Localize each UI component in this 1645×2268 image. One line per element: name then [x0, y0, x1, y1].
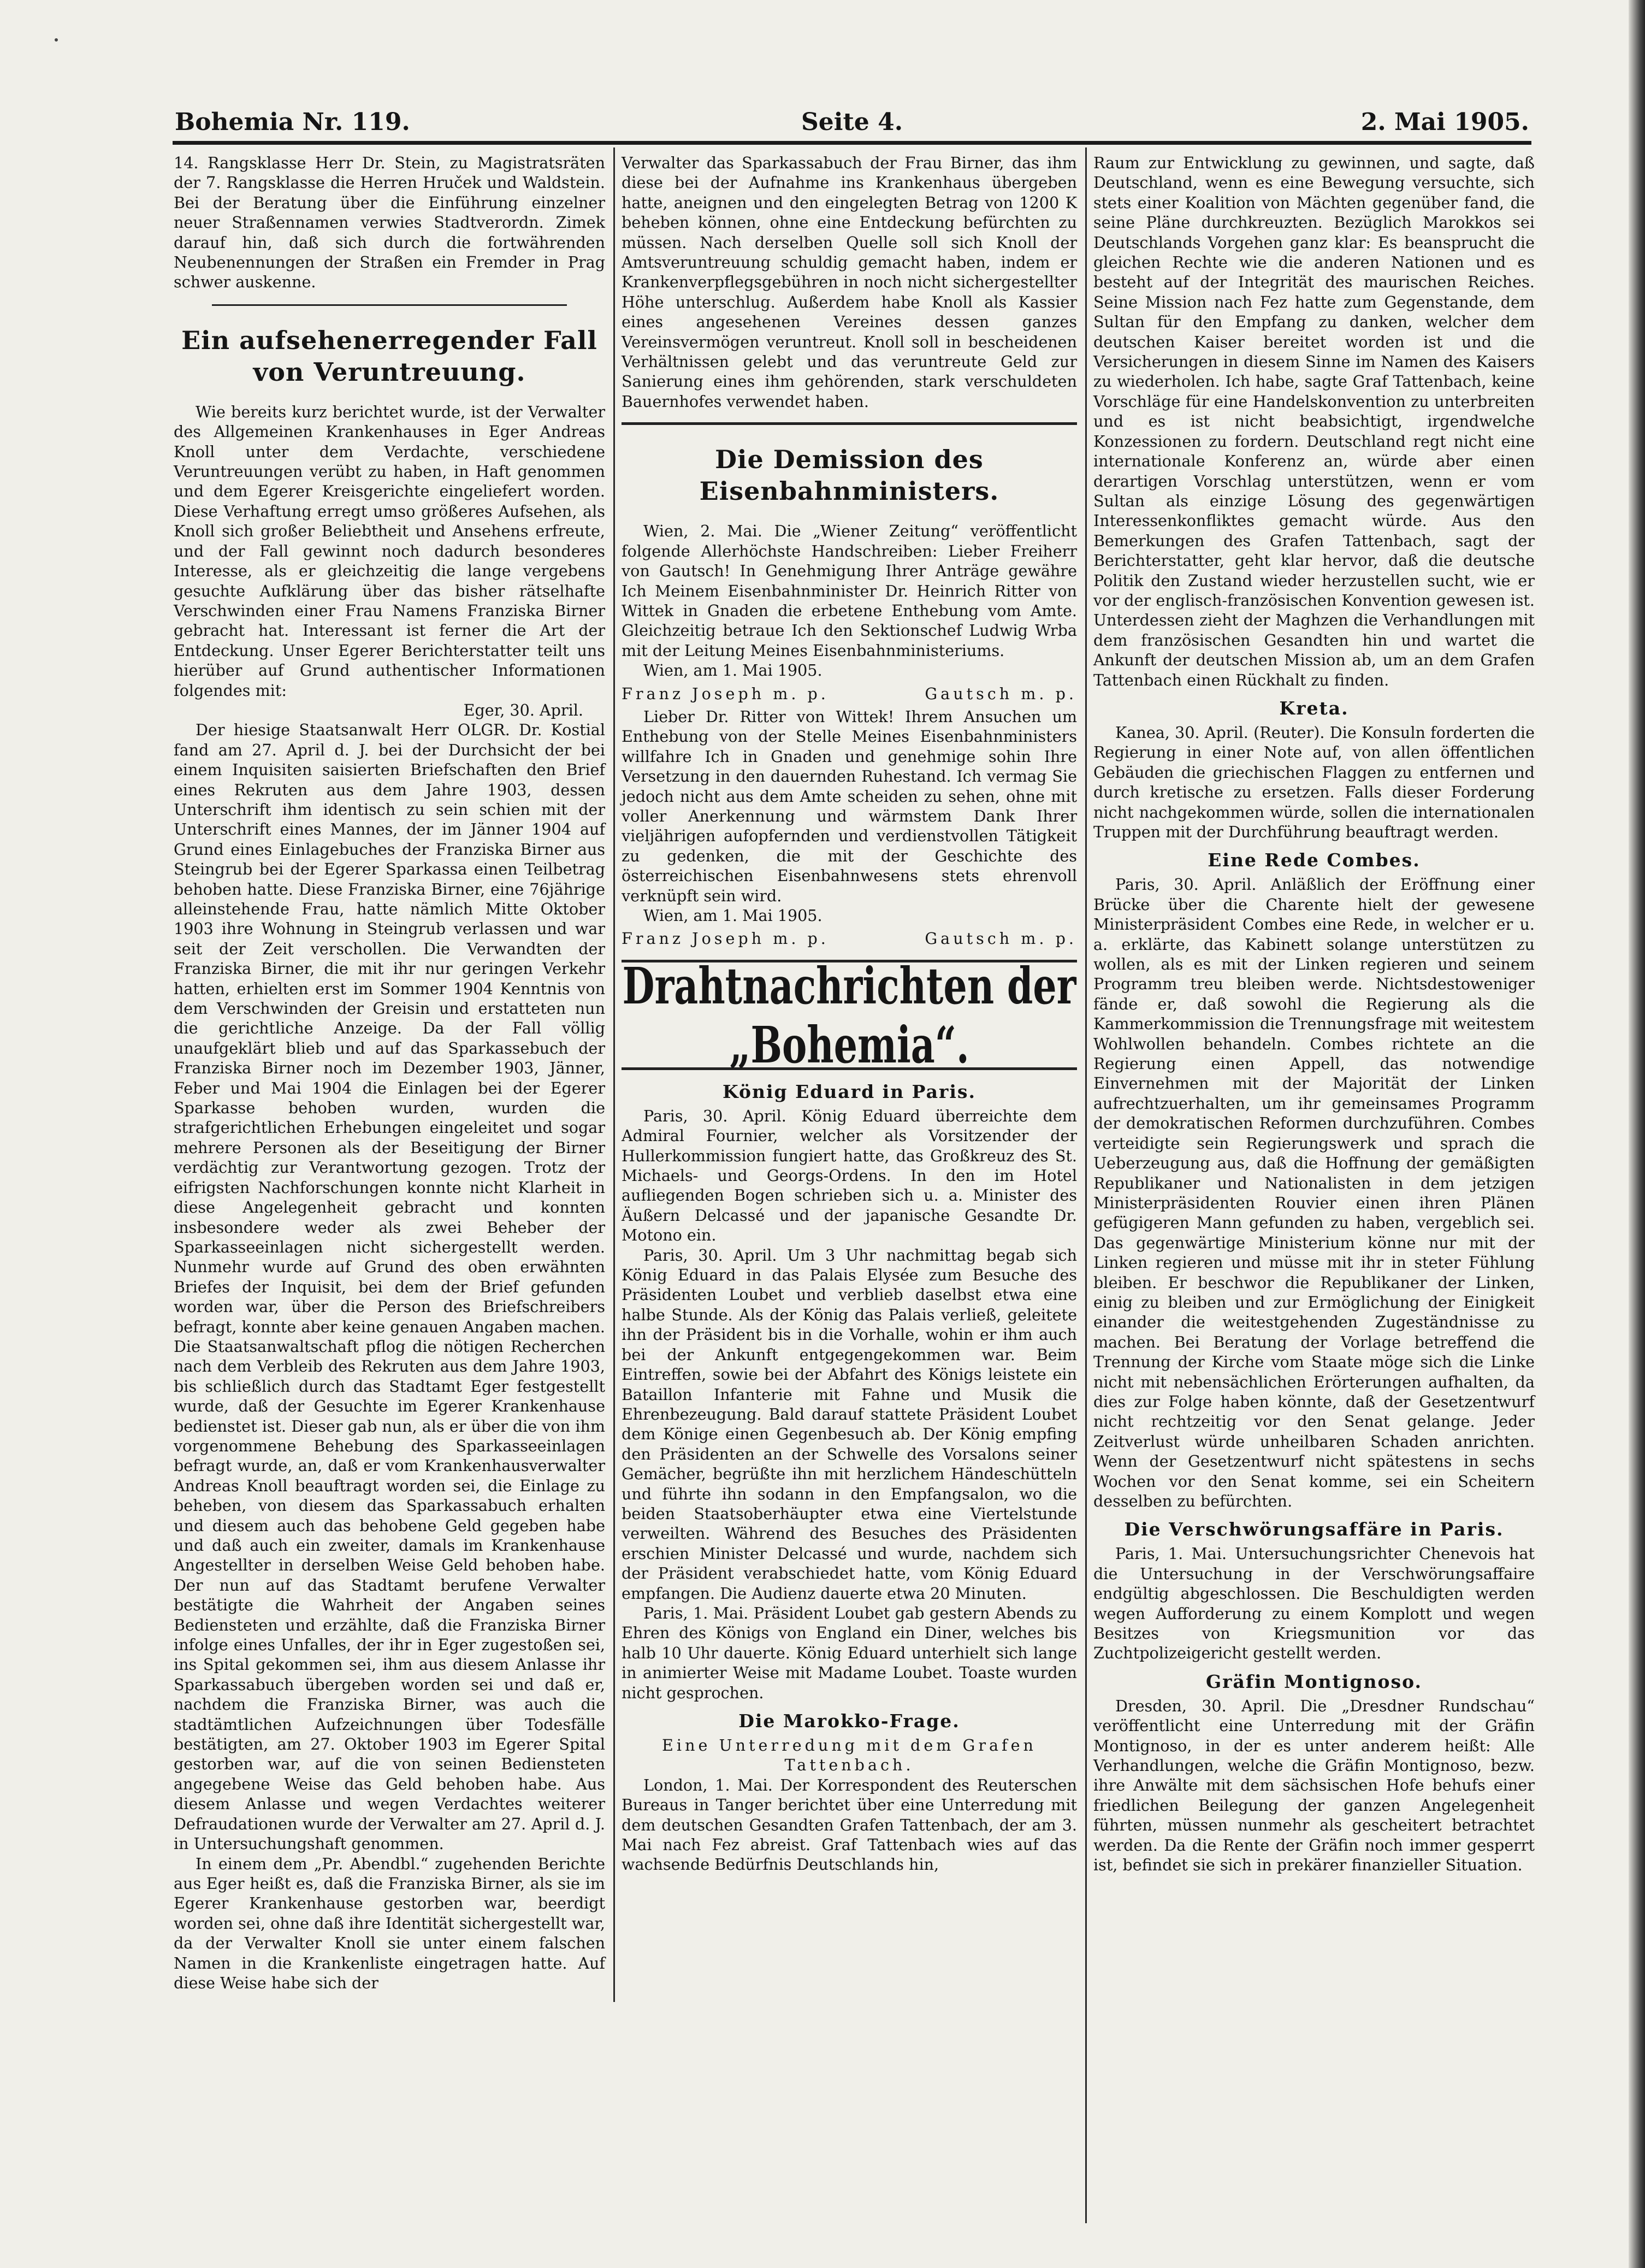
article-paragraph: Lieber Dr. Ritter von Wittek! Ihrem Ansuchen um Enthebung von der Stelle Meines Eisenbahnministers willfahre Ich in Gnaden und genehmige sohin Ihre Versetzung in den dauernden Ruhestand. Ich vermag Sie jedoch nicht aus dem Amte scheiden zu sehen, ohne mit voller Anerkennung und wärmstem Dank Ihrer vieljährigen aufopfernden und verdienstvollen Tätigkeit zu gedenken, die mit der Geschichte des österreichischen Eisenbahnwesens stets ehrenvoll verknüpft sein wird. — [622, 707, 1077, 905]
article-paragraph: Paris, 30. April. König Eduard überreichte dem Admiral Fournier, welcher als Vorsitzender der Hullerkommission fungiert hatte, das Großkreuz des St. Michaels- und Georgs-Ordens. In den im Hotel aufliegenden Bogen schrieben sich u. a. Minister des Äußern Delcassé und der japanische Gesandte Dr. Motono ein. — [622, 1106, 1077, 1245]
column-2 — [622, 153, 1077, 1875]
article-paragraph: Der hiesige Staatsanwalt Herr OLGR. Dr. Kostial fand am 27. April d. J. bei der Durchsicht der bei einem Inquisiten saisierten Briefschaften den Brief eines Rekruten aus dem Jahre 1903, dessen Unterschrift ihm identisch zu sein schien mit der Unterschrift eines Mannes, der im Jänner 1904 auf Grund eines Einlagebuches der Franziska Birner aus Steingrub bei der Egerer Sparkassa einen Teilbetrag behoben hatte. Diese Franziska Birner, eine 76jährige alleinstehende Frau, hatte nämlich Mitte Oktober 1903 ihre Wohnung in Steingrub verlassen und war seit der Zeit verschollen. Die Verwandten der Franziska Birner, die mit ihr nur geringen Verkehr hatten, erhielten erst im Sommer 1904 Kenntnis von dem Verschwinden der Greisin und erstatteten nun die gerichtliche Anzeige. Da der Fall völlig unaufgeklärt blieb und auf das Sparkassebuch der Franziska Birner noch im Dezember 1903, Jänner, Feber und Mai 1904 die Einlagen bei der Egerer Sparkasse behoben wurden, wurden die strafgerichtlichen Erhebungen eingeleitet und sogar mehrere Personen als der Beseitigung der Birner verdächtig zur Verantwortung gezogen. Trotz der eifrigsten Nachforschungen konnte nicht Klarheit in diese Angelegenheit gebracht und konnten insbesondere weder als zwei Beheber der Sparkasseeinlagen nicht sichergestellt werden. Nunmehr wurde auf Grund des oben erwähnten Briefes der Inquisit, bei dem der Brief gefunden worden war, über die Person des Briefschreibers befragt, konnte aber keine genauen Angaben machen. Die Staatsanwaltschaft pflog die nötigen Recherchen nach dem Verbleib des Rekruten aus dem Jahre 1903, bis schließlich durch das Stadtamt Eger festgestellt wurde, daß der Gesuchte im Egerer Krankenhause bedienstet ist. Dieser gab nun, als er über die von ihm vorgenommene Behebung des Sparkasseeinlagen befragt wurde, an, daß er vom Krankenhausverwalter Andreas Knoll beauftragt worden sei, die Einlage zu beheben, von diesem das Sparkassabuch erhalten und diesem auch das behobene Geld gegeben habe und daß auch ein zweiter, damals im Krankenhause Angestellter in derselben Weise Geld behoben habe. Der nun auf das Stadtamt berufene Verwalter bestätigte die Wahrheit der Angaben seines Bediensteten und erzählte, daß die Franziska Birner infolge eines Unfalles, der ihr in Eger zugestoßen sei, ins Spital gekommen sei, ihm aus diesem Anlasse ihr Sparkassabuch übergeben worden sei und daß er, nachdem die Franziska Birner, was auch die stadtämtlichen Aufzeichnungen über Todesfälle bestätigten, am 27. Oktober 1903 im Egerer Spital gestorben war, auf die von seinen Bediensteten angegebene Weise das Geld behoben habe. Aus diesem Anlasse und wegen Verdachtes weiterer Defraudationen wurde der Verwalter am 27. April d. J. in Untersuchungshaft genommen. — [174, 720, 605, 1853]
article-paragraph: Paris, 1. Mai. Untersuchungsrichter Chenevois hat die Untersuchung in der Verschwörungsaffaire endgültig abgeschlossen. Die Beschuldigten werden wegen Aufforderung zu einem Komplott und wegen Besitzes von Kriegsmunition vor das Zuchtpolizeigericht gestellt werden. — [1093, 1544, 1535, 1663]
subheadline-montignoso: Gräfin Montignoso. — [1205, 1670, 1423, 1692]
subheadline-crete: Kreta. — [1279, 697, 1349, 719]
header-rule — [173, 141, 1531, 145]
subheadline-conspiracy: Die Verschwörungsaffäre in Paris. — [1124, 1519, 1504, 1540]
signature-minister: Gautsch m. p. — [925, 929, 1077, 948]
article-paragraph: London, 1. Mai. Der Korrespondent des Reuterschen Bureaus in Tanger berichtet über eine Unterredung mit dem deutschen Gesandten Grafen Tattenbach, der am 3. Mai nach Fez abreist. Graf Tattenbach wies auf das wachsende Bedürfnis Deutschlands hin, — [622, 1775, 1077, 1874]
signature-minister: Gautsch m. p. — [925, 684, 1077, 703]
article-headline-embezzlement: Ein aufsehenerregender Fall von Veruntreuung. — [181, 325, 597, 387]
signature-line — [622, 929, 1077, 948]
column-rule-2 — [1085, 147, 1087, 2223]
article-dateline: Eger, 30. April. — [463, 700, 583, 719]
article-paragraph: Paris, 30. April. Um 3 Uhr nachmittag begab sich König Eduard in das Palais Elysée zum Besuche des Präsidenten Loubet und verblieb daselbst etwa eine halbe Stunde. Als der König das Palais verließ, geleitete ihn der Präsident bis in die Vorhalle, wohin er ihm auch bei der Ankunft entgegengekommen war. Beim Eintreffen, sowie bei der Abfahrt des Königs leistete ein Bataillon Infanterie mit Fahne und Musik die Ehrenbezeugung. Bald darauf stattete Präsident Loubet dem Könige einen Gegenbesuch ab. Der König empfing den Präsidenten an der Schwelle des Vorsalons seiner Gemächer, begrüßte ihn mit herzlichem Händeschütteln und führte ihn sodann in den Empfangsalon, wo die beiden Staatsoberhäupter etwa eine Viertelstunde verweilten. Während des Besuches des Präsidenten erschien Minister Delcassé und wurde, nachdem sich der Präsident verabschiedet hatte, vom König Eduard empfangen. Die Audienz dauerte etwa 20 Minuten. — [622, 1245, 1077, 1603]
header-page-number: Seite 4. — [801, 108, 903, 136]
signature-line — [622, 684, 1077, 704]
subheadline-morocco: Die Marokko-Frage. — [738, 1710, 960, 1732]
signature-emperor: Franz Joseph m. p. — [622, 929, 829, 948]
page-edge-shadow — [1629, 0, 1645, 2268]
signature-emperor: Franz Joseph m. p. — [622, 684, 829, 703]
subheadline-king-edward: König Eduard in Paris. — [723, 1080, 976, 1102]
article-paragraph: Wie bereits kurz berichtet wurde, ist der Verwalter des Allgemeinen Krankenhauses in Eger Andreas Knoll unter dem Verdachte, verschiedene Veruntreuungen verübt zu haben, in Haft genommen und dem Egerer Kreisgerichte eingeliefert worden. Diese Verhaftung erregt umso größeres Aufsehen, als Knoll sich großer Beliebtheit und Ansehens erfreute, und der Fall gewinnt noch dadurch besonderes Interesse, als er gleichzeitig die lange vergebens gesuchte Aufklärung über das bisher rätselhafte Verschwinden einer Frau Namens Franziska Birner gebracht hat. Interessant ist ferner die Art der Entdeckung. Unser Egerer Berichterstatter teilt uns hierüber auf Grund authentischer Informationen folgendes mit: — [174, 402, 605, 700]
column-rule-1 — [613, 147, 615, 2002]
subheadline-combes: Eine Rede Combes. — [1208, 849, 1421, 871]
letter-date: Wien, am 1. Mai 1905. — [643, 661, 822, 680]
article-continuation: 14. Rangsklasse Herr Dr. Stein, zu Magistratsräten der 7. Rangsklasse die Herren Hruček und Waldstein. Bei der Beratung über die Einführung einzelner neuer Straßennamen verwies Stadtverordn. Zimek darauf hin, daß sich durch die fortwährenden Neubenennungen der Straßen ein Fremder in Prag schwer auskenne. — [174, 153, 605, 292]
section-divider — [622, 422, 1077, 425]
page-header — [175, 108, 1529, 142]
column-1 — [174, 153, 605, 1993]
header-date: 2. Mai 1905. — [1360, 108, 1529, 136]
article-continuation: Verwalter das Sparkassabuch der Frau Birner, das ihm diese bei der Aufnahme ins Krankenhaus übergeben hatte, aneignen und den eingelegten Betrag von 1200 K beheben können, ohne eine Entdeckung befürchten zu müssen. Nach derselben Quelle soll sich Knoll der Amtsveruntreuung schuldig gemacht haben, indem er Krankenverpflegsgebühren in noch nicht sichergestellter Höhe unterschlug. Außerdem habe Knoll als Kassier eines angesehenen Vereines dessen ganzes Vereinsvermögen veruntreut. Knoll soll in bescheidenen Verhältnissen gelebt und das veruntreute Geld zur Sanierung eines ihm gehörenden, stark verschuldeten Bauernhofes verwendet haben. — [622, 153, 1077, 411]
article-paragraph: Dresden, 30. April. Die „Dresdner Rundschau“ veröffentlicht eine Unterredung mit der Gräfin Montignoso, in der es unter anderem heißt: Alle Verhandlungen, welche die Gräfin Montignoso, bezw. ihre Anwälte mit dem sächsischen Hofe behufs einer friedlichen Beilegung der ganzen Angelegenheit führten, müssen nunmehr als gescheitert betrachtet werden. Da die Rente der Gräfin noch immer gesperrt ist, befindet sie sich in prekärer finanzieller Situation. — [1093, 1696, 1535, 1875]
article-paragraph: Paris, 30. April. Anläßlich der Eröffnung einer Brücke über die Charente hielt der gewesene Ministerpräsident Combes eine Rede, in welcher er u. a. erklärte, das Kabinett solange unterstützen zu wollen, als es mit der Linken regieren und seinem Programm treu bleiben werde. Nichtsdestoweniger fände er, daß sowohl die Regierung als die Kammerkommission die Trennungsfrage mit weitestem Wohlwollen behandeln. Combes richtete an die Regierung einen Appell, das notwendige Einvernehmen mit der Majorität der Linken aufrechtzuerhalten, um ihr gemeinsames Programm der demokratischen Reformen durchzuführen. Combes verteidigte sein Regierungswerk und sprach die Ueberzeugung aus, daß die Hoffnung der gemäßigten Republikaner und Nationalisten in dem jetzigen Ministerpräsidenten Rouvier einen ihren Plänen gefügigeren Mann gefunden zu haben, vergeblich sei. Das gegenwärtige Ministerium könne nur mit der Linken regieren und müsse mit ihr in steter Fühlung bleiben. Er beschwor die Republikaner der Linken, einig zu bleiben und zur Ermöglichung der Einigkeit einander die weitestgehenden Zugeständnisse zu machen. Bei Beratung der Vorlage betreffend die Trennung der Kirche vom Staate möge sich die Linke nicht mit nebensächlichen Erörterungen aufhalten, da dies zur Folge haben könnte, daß der Gesetzentwurf nicht rechtzeitig vor den Senat gelange. Jeder Zeitverlust würde unheilbaren Schaden anrichten. Wenn der Gesetzentwurf nicht spätestens in sechs Wochen vor den Senat komme, sei ein Scheitern desselben zu befürchten. — [1093, 875, 1535, 1510]
section-headline-wire-news: Drahtnachrichten der „Bohemia“. — [622, 956, 1076, 1075]
header-publication: Bohemia Nr. 119. — [175, 108, 410, 136]
ink-speck — [55, 38, 58, 42]
article-paragraph: In einem dem „Pr. Abendbl.“ zugehenden Berichte aus Eger heißt es, daß die Franziska Birner, als sie im Egerer Krankenhause gestorben war, beerdigt worden sei, ohne daß ihre Identität sichergestellt war, da der Verwalter Knoll sie unter einem falschen Namen in die Krankenliste eingetragen hatte. Auf diese Weise habe sich der — [174, 1854, 605, 1992]
article-continuation: Raum zur Entwicklung zu gewinnen, und sagte, daß Deutschland, wenn es eine Bewegung versuchte, sich stets einer Koalition von Mächten gegenüber fand, die seine Pläne durchkreuzten. Bezüglich Marokkos sei Deutschlands Vorgehen ganz klar: Es beansprucht die gleichen Rechte wie die anderen Nationen und es besteht auf der Integrität des maurischen Reiches. Seine Mission nach Fez hatte zum Gegenstande, dem Sultan für den Empfang zu danken, welcher dem deutschen Kaiser bereitet worden ist und die Versicherungen in diesem Sinne im Namen des Kaisers zu wiederholen. Ich habe, sagte Graf Tattenbach, keine Vorschläge für eine Handelskonvention zu unterbreiten und es ist nicht beabsichtigt, irgendwelche Konzessionen zu fordern. Deutschland regt nicht eine internationale Konferenz an, würde aber einen derartigen Vorschlag unterstützen, wenn er vom Sultan als einzige Lösung des gegenwärtigen Interessenkonfliktes gemacht würde. Aus den Bemerkungen des Grafen Tattenbach, sagt der Berichterstatter, geht klar hervor, daß die deutsche Politik den Zustand wieder herzustellen sucht, wie er vor der englisch-französischen Konvention gewesen ist. Unterdessen zieht der Maghzen die Verhandlungen mit dem französischen Gesandten hin und wartet die Ankunft der deutschen Mission ab, um an dem Grafen Tattenbach einen Rückhalt zu finden. — [1093, 153, 1535, 689]
article-paragraph: Paris, 1. Mai. Präsident Loubet gab gestern Abends zu Ehren des Königs von England ein Diner, welches bis halb 10 Uhr dauerte. König Eduard unterhielt sich lange in animierter Weise mit Madame Loubet. Toaste wurden nicht gesprochen. — [622, 1603, 1077, 1702]
section-divider — [212, 304, 567, 306]
subheadline-interview: Eine Unterredung mit dem Grafen Tattenbach. — [662, 1736, 1037, 1775]
column-3 — [1093, 153, 1535, 1875]
article-headline-resignation: Die Demission des Eisenbahnministers. — [699, 445, 999, 506]
letter-date: Wien, am 1. Mai 1905. — [643, 906, 822, 925]
article-paragraph: Wien, 2. Mai. Die „Wiener Zeitung“ veröffentlicht folgende Allerhöchste Handschreiben: Lieber Freiherr von Gautsch! In Genehmigung Ihrer Anträge gewähre Ich Meinem Eisenbahnminister Dr. Heinrich Ritter von Wittek in Gnaden die erbetene Enthebung vom Amte. Gleichzeitig betraue Ich den Sektionschef Ludwig Wrba mit der Leitung Meines Eisenbahnministeriums. — [622, 522, 1077, 660]
article-paragraph: Kanea, 30. April. (Reuter). Die Konsuln forderten die Regierung in einer Note auf, von allen öffentlichen Gebäuden die griechischen Flaggen zu entfernen und durch kretische zu ersetzen. Falls dieser Forderung nicht nachgekommen würde, sollen die internationalen Truppen mit der Durchführung beauftragt werden. — [1093, 723, 1535, 841]
